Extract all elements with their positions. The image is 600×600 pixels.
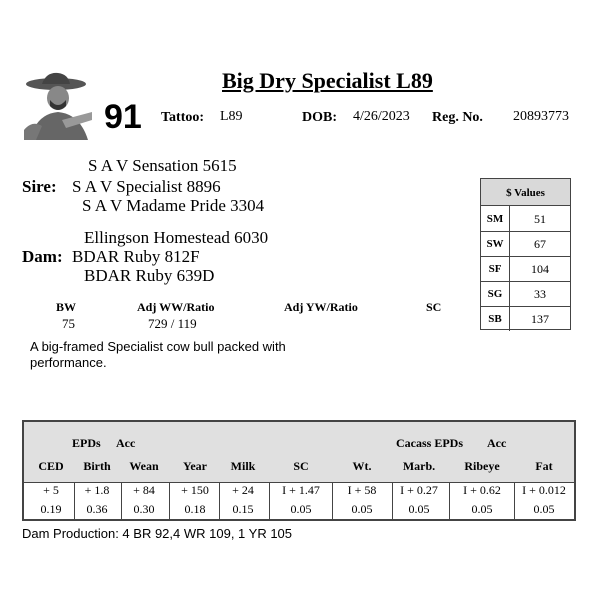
epd-table (22, 420, 576, 521)
lot-number: 91 (104, 98, 142, 136)
adj-ww-value: 729 / 119 (148, 316, 197, 331)
epd-column-header: Marb. (402, 459, 436, 473)
epd-column-header: Year (183, 459, 207, 473)
epd-value: + 5 (43, 483, 59, 497)
column-divider (449, 483, 450, 519)
epd-accuracy-value: 0.30 (133, 502, 155, 516)
dollar-value-number: 33 (534, 287, 546, 301)
dollar-value-key: SF (481, 256, 510, 281)
epd-group-label: EPDs (72, 436, 101, 450)
epd-column-header: Birth (83, 459, 111, 473)
dollar-value-key: SM (481, 206, 510, 231)
epd-accuracy-value: 0.36 (86, 502, 108, 516)
epd-column-header: SC (293, 459, 309, 473)
tattoo-label: Tattoo: (161, 110, 205, 125)
dollar-values-header: $ Values (481, 179, 570, 206)
epd-value: + 150 (181, 483, 209, 497)
epd-accuracy-value: 0.19 (40, 502, 62, 516)
dollar-value-number: 137 (531, 312, 549, 326)
carcass-acc-label: Acc (487, 436, 507, 450)
bw-label: BW (56, 300, 77, 314)
epd-value: I + 0.62 (463, 483, 501, 497)
epd-table-header (24, 422, 574, 483)
epd-column-header: Milk (230, 459, 256, 473)
epd-value: I + 1.47 (282, 483, 320, 497)
epd-value: I + 58 (347, 483, 377, 497)
tattoo-value: L89 (220, 109, 243, 124)
dollar-value-row (481, 256, 570, 282)
dollar-value-row (481, 281, 570, 307)
epd-accuracy-value: 0.05 (533, 502, 555, 516)
dollar-value-row (481, 206, 570, 232)
adj-ww-label: Adj WW/Ratio (137, 300, 215, 314)
sire-granddam: S A V Madame Pride 3304 (82, 196, 265, 215)
dollar-value-row (481, 306, 570, 331)
dob-label: DOB: (302, 110, 337, 125)
epd-acc-label: Acc (116, 436, 136, 450)
dollar-values-box (480, 178, 571, 330)
reg-value: 20893773 (513, 109, 569, 124)
dollar-value-number: 67 (534, 237, 546, 251)
epd-accuracy-value: 0.05 (351, 502, 373, 516)
epd-column-header: Wean (129, 459, 159, 473)
adj-yw-label: Adj YW/Ratio (284, 300, 358, 314)
epd-accuracy-value: 0.05 (290, 502, 312, 516)
sire-label: Sire: (22, 177, 57, 196)
epd-accuracy-value: 0.18 (184, 502, 206, 516)
dam-name: BDAR Ruby 812F (72, 247, 200, 266)
reg-label: Reg. No. (432, 110, 483, 125)
dam-label: Dam: (22, 247, 63, 266)
dam-granddam: BDAR Ruby 639D (84, 266, 215, 285)
cowboy-logo-image (22, 70, 94, 140)
animal-title: Big Dry Specialist L89 (222, 68, 433, 93)
dollar-value-row (481, 231, 570, 257)
epd-accuracy-value: 0.05 (471, 502, 493, 516)
epd-accuracy-value: 0.15 (232, 502, 254, 516)
epd-value: + 1.8 (84, 483, 110, 497)
epd-accuracy-value: 0.05 (408, 502, 430, 516)
dam-production: Dam Production: 4 BR 92,4 WR 109, 1 YR 105 (22, 526, 293, 541)
sc-label: SC (426, 300, 442, 314)
epd-column-header: Fat (535, 459, 553, 473)
epd-column-header: CED (38, 459, 64, 473)
epd-value: + 24 (232, 483, 254, 497)
epd-value: + 84 (133, 483, 155, 497)
dollar-value-key: SB (481, 306, 510, 331)
dollar-value-number: 51 (534, 212, 546, 226)
epd-column-header: Wt. (352, 459, 372, 473)
sire-name: S A V Specialist 8896 (72, 177, 221, 196)
dollar-value-number: 104 (531, 262, 549, 276)
bw-value: 75 (62, 316, 75, 331)
dob-value: 4/26/2023 (353, 109, 410, 124)
description: A big-framed Specialist cow bull packed with performance. (30, 339, 286, 370)
dollar-value-key: SG (481, 281, 510, 306)
epd-value: I + 0.27 (400, 483, 438, 497)
epd-column-header: Ribeye (464, 459, 500, 473)
epd-value: I + 0.012 (522, 483, 566, 497)
carcass-epd-group-label: Cacass EPDs (396, 436, 464, 450)
dollar-value-key: SW (481, 231, 510, 256)
dam-grandsire: Ellingson Homestead 6030 (84, 228, 269, 247)
sire-grandsire: S A V Sensation 5615 (88, 156, 237, 175)
